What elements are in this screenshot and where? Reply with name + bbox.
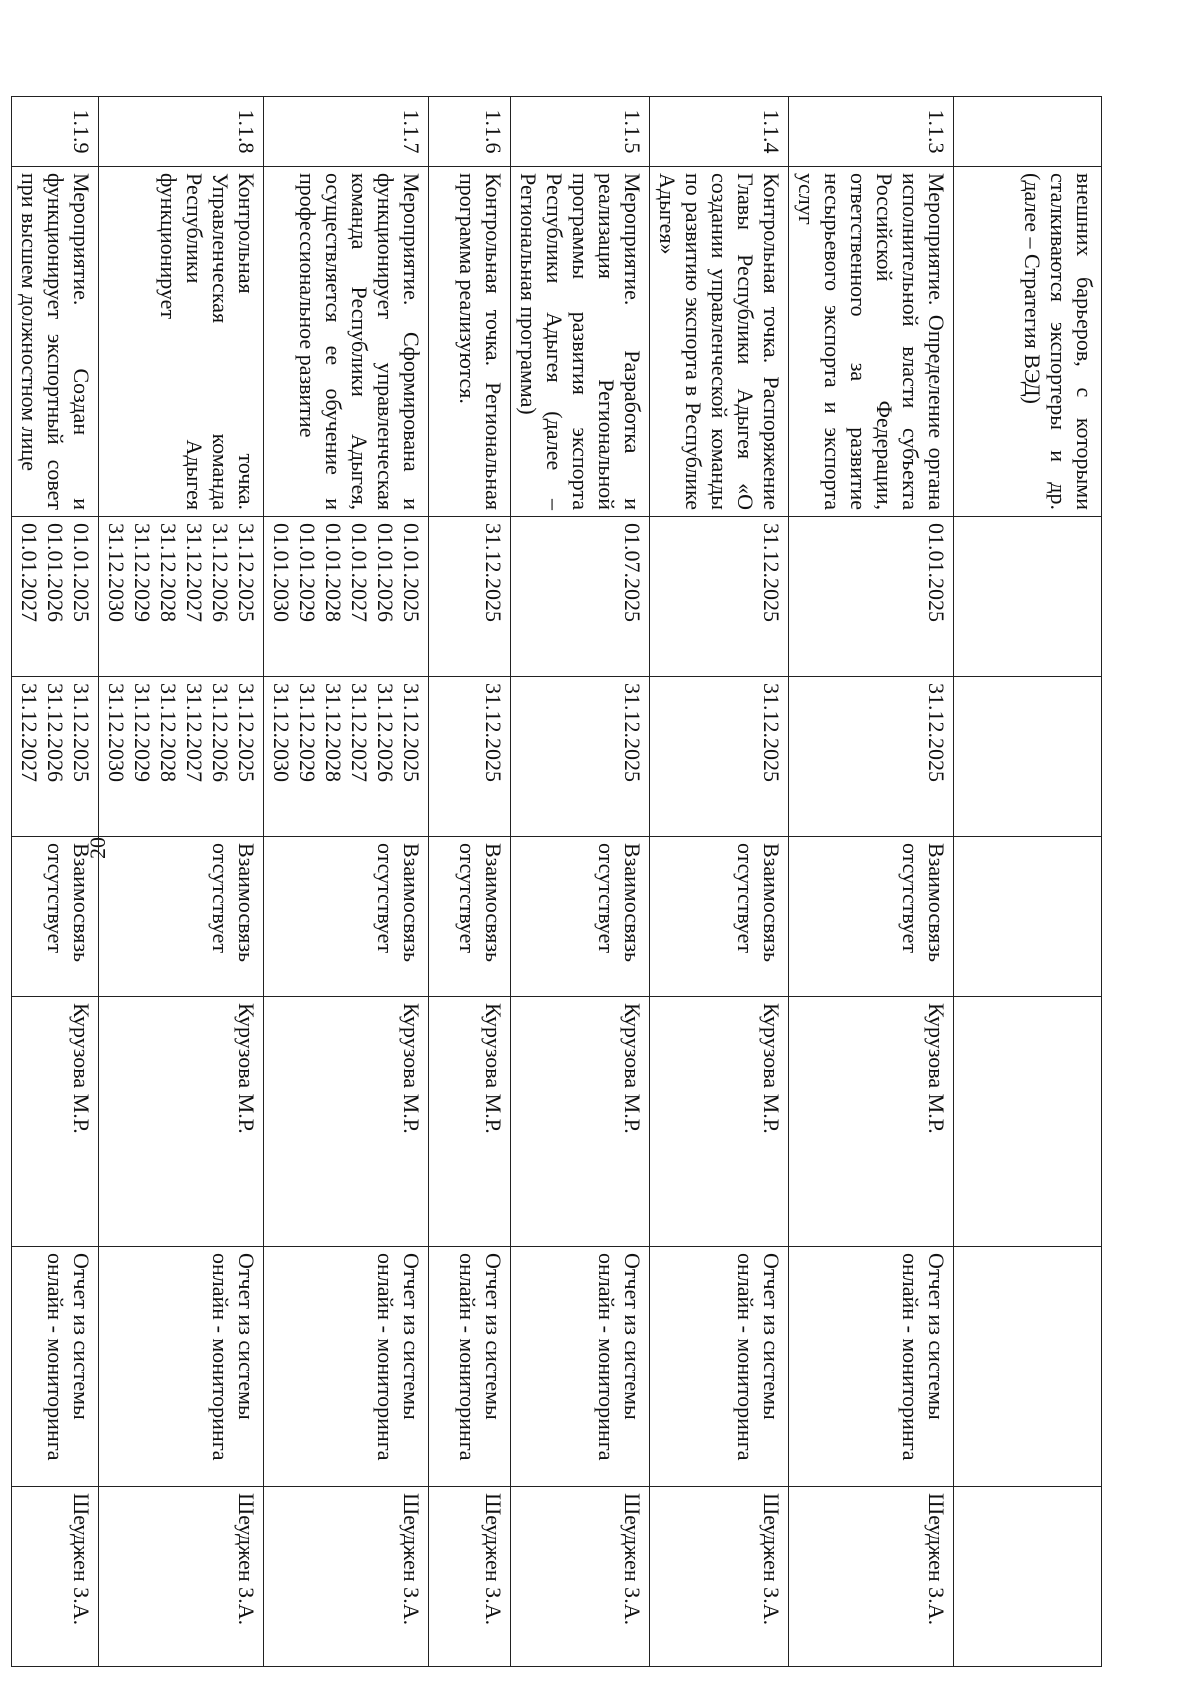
row-doc-type-cell: Отчет из системы онлайн - мониторинга [99,1247,264,1487]
end-date: 31.12.2025 [620,683,645,782]
row-end-cell [650,677,789,837]
start-date: 31.12.2025 [481,523,506,622]
row-start-cell [12,517,99,677]
start-date: 01.01.2027 [17,523,42,622]
row-link-cell: Взаимосвязь отсутствует [511,837,650,997]
end-date: 31.12.2026 [208,683,233,782]
row-end-cell [429,677,511,837]
row-description-cell: Мероприятие. Сформирована и функционирует управленческая команда Республики Адыгея, осуществляется ее обучение и профессиональное развитие [264,167,429,517]
end-date: 31.12.2028 [321,683,346,782]
end-date: 31.12.2027 [17,683,42,782]
row-start-cell [99,517,264,677]
start-date: 31.12.2029 [130,523,155,622]
row-curator-cell: Шеуджен З.А. [511,1487,650,1667]
start-date: 01.01.2026 [43,523,68,622]
row-number-cell: 1.1.4 [650,97,789,167]
table-row [511,97,650,1667]
row-start-cell [954,517,1102,677]
row-link-cell: Взаимосвязь отсутствует [264,837,429,997]
table-row [264,97,429,1667]
start-date: 01.01.2026 [373,523,398,622]
row-number-cell: 1.1.8 [99,97,264,167]
row-start-cell [789,517,954,677]
start-date: 01.07.2025 [620,523,645,622]
end-date: 31.12.2029 [130,683,155,782]
start-date: 31.12.2030 [104,523,129,622]
row-responsible-cell: Курузова М.Р. [789,997,954,1247]
row-doc-type-cell: Отчет из системы онлайн - мониторинга [789,1247,954,1487]
row-responsible-cell: Курузова М.Р. [429,997,511,1247]
row-responsible-cell: Курузова М.Р. [650,997,789,1247]
row-doc-type-cell: Отчет из системы онлайн - мониторинга [511,1247,650,1487]
table-row [429,97,511,1667]
row-curator-cell: Шеуджен З.А. [12,1487,99,1667]
row-curator-cell: Шеуджен З.А. [99,1487,264,1667]
row-curator-cell [954,1487,1102,1667]
row-responsible-cell: Курузова М.Р. [99,997,264,1247]
row-number-cell: 1.1.5 [511,97,650,167]
end-date: 31.12.2025 [234,683,259,782]
end-date: 31.12.2025 [759,683,784,782]
row-start-cell [511,517,650,677]
row-description-cell: Мероприятие. Разработка и реализация Региональной программы развития экспорта Республики Адыгея (далее – Региональная программа) [511,167,650,517]
row-responsible-cell: Курузова М.Р. [12,997,99,1247]
end-date: 31.12.2027 [182,683,207,782]
row-curator-cell: Шеуджен З.А. [789,1487,954,1667]
row-end-cell [264,677,429,837]
row-description-cell: Контрольная точка. Распоряжение Главы Республики Адыгея «О создании управленческой команды по развитию экспорта в Республике Адыгея» [650,167,789,517]
start-date: 01.01.2025 [924,523,949,622]
row-doc-type-cell: Отчет из системы онлайн - мониторинга [429,1247,511,1487]
row-number-cell: 1.1.9 [12,97,99,167]
end-date: 31.12.2028 [156,683,181,782]
row-description-cell: Контрольная точка. Управленческая команда Республики Адыгея функционирует [99,167,264,517]
row-curator-cell: Шеуджен З.А. [650,1487,789,1667]
start-date: 31.12.2026 [208,523,233,622]
row-link-cell [954,837,1102,997]
end-date: 31.12.2030 [104,683,129,782]
end-date: 31.12.2025 [924,683,949,782]
start-date: 01.01.2025 [69,523,94,622]
row-link-cell: Взаимосвязь отсутствует [789,837,954,997]
row-responsible-cell [954,997,1102,1247]
row-end-cell [99,677,264,837]
row-responsible-cell: Курузова М.Р. [511,997,650,1247]
row-doc-type-cell: Отчет из системы онлайн - мониторинга [650,1247,789,1487]
start-date: 01.01.2027 [347,523,372,622]
row-doc-type-cell: Отчет из системы онлайн - мониторинга [264,1247,429,1487]
row-link-cell: Взаимосвязь отсутствует [650,837,789,997]
row-description-cell: Мероприятие. Определение органа исполнительной власти субъекта Российской Федерации, ответственного за развитие несырьевого экспорта и экспорта услуг [789,167,954,517]
row-number-cell: 1.1.6 [429,97,511,167]
end-date: 31.12.2026 [43,683,68,782]
row-number-cell: 1.1.7 [264,97,429,167]
row-description-cell: Контрольная точка. Региональная программа реализуются. [429,167,511,517]
end-date: 31.12.2030 [269,683,294,782]
start-date: 01.01.2025 [399,523,424,622]
start-date: 01.01.2028 [321,523,346,622]
rotated-table-container [17,96,1102,1666]
row-responsible-cell: Курузова М.Р. [264,997,429,1247]
row-curator-cell: Шеуджен З.А. [264,1487,429,1667]
row-description-cell: внешних барьеров, с которыми сталкиваются экспортеры и др. (далее – Стратегия ВЭД) [954,167,1102,517]
end-date: 31.12.2029 [295,683,320,782]
row-link-cell: Взаимосвязь отсутствует [12,837,99,997]
row-end-cell [511,677,650,837]
table-row [12,97,99,1667]
end-date: 31.12.2025 [481,683,506,782]
row-description-cell: Мероприятие. Создан и функционирует экспортный совет при высшем должностном лице [12,167,99,517]
table-row [954,97,1102,1667]
row-end-cell [954,677,1102,837]
start-date: 31.12.2025 [234,523,259,622]
row-start-cell [650,517,789,677]
row-end-cell [12,677,99,837]
end-date: 31.12.2025 [399,683,424,782]
start-date: 31.12.2027 [182,523,207,622]
start-date: 31.12.2025 [759,523,784,622]
table-row [99,97,264,1667]
end-date: 31.12.2025 [69,683,94,782]
events-table [11,96,1102,1667]
row-link-cell: Взаимосвязь отсутствует [429,837,511,997]
end-date: 31.12.2026 [373,683,398,782]
row-start-cell [429,517,511,677]
end-date: 31.12.2027 [347,683,372,782]
row-start-cell [264,517,429,677]
page-number: 20 [85,837,110,859]
row-end-cell [789,677,954,837]
row-number-cell: 1.1.3 [789,97,954,167]
table-row [650,97,789,1667]
start-date: 31.12.2028 [156,523,181,622]
table-row [789,97,954,1667]
row-link-cell: Взаимосвязь отсутствует [99,837,264,997]
row-doc-type-cell [954,1247,1102,1487]
start-date: 01.01.2029 [295,523,320,622]
start-date: 01.01.2030 [269,523,294,622]
row-doc-type-cell: Отчет из системы онлайн - мониторинга [12,1247,99,1487]
row-number-cell [954,97,1102,167]
row-curator-cell: Шеуджен З.А. [429,1487,511,1667]
